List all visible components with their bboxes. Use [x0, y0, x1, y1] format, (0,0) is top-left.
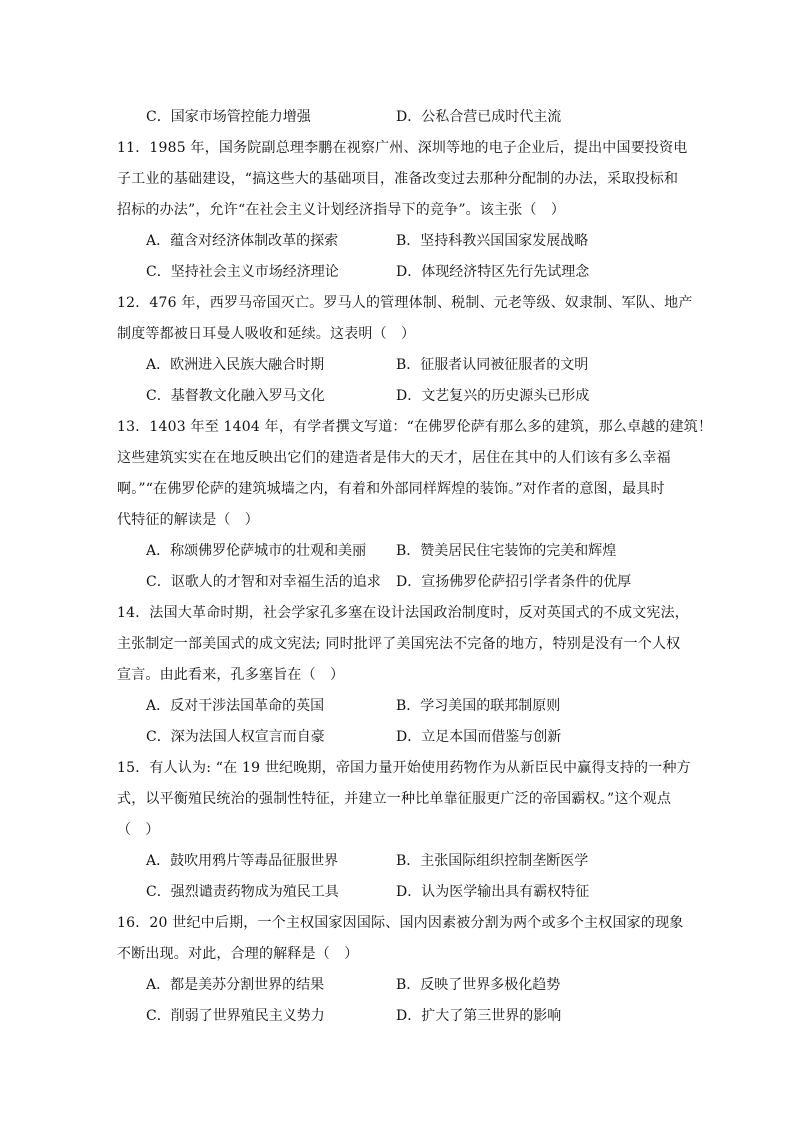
question-14: [117, 598, 690, 753]
option-a: A．反对干涉法国革命的英国: [146, 698, 325, 714]
option-row: [117, 722, 677, 753]
option-a: A．鼓吹用鸦片等毒品征服世界: [146, 853, 339, 869]
option-d: D．公私合营已成时代主流: [396, 109, 562, 125]
option-a: A．蕴含对经济体制改革的探索: [146, 233, 339, 249]
option-d: D．宣扬佛罗伦萨招引学者条件的优厚: [396, 574, 632, 590]
question-text-line: 啊。”“在佛罗伦萨的建筑城墙之内，有着和外部同样辉煌的装饰。”对作者的意图，最具时: [117, 481, 665, 497]
option-row: [117, 1001, 677, 1032]
question-11: [117, 133, 688, 288]
option-b: B．反映了世界多极化趋势: [396, 977, 561, 993]
option-row: [117, 381, 677, 412]
question-text-line: （ ）: [117, 822, 160, 838]
option-b: B．坚持科教兴国国家发展战略: [396, 233, 589, 249]
option-row: [117, 846, 677, 877]
question-text-line: 制度等都被日耳曼人吸收和延续。这表明（ ）: [117, 326, 416, 342]
question-text-line: 这些建筑实实在在地反映出它们的建造者是伟大的天才，居住在其中的人们该有多么幸福: [117, 450, 671, 466]
option-row: [117, 350, 677, 381]
question-text-line: 不断出现。对此，合理的解释是（ ）: [117, 946, 359, 962]
option-b: B．学习美国的联邦制原则: [396, 698, 561, 714]
question-15: [117, 753, 691, 908]
question-text-line: 16．20 世纪中后期，一个主权国家因国际、国内因素被分割为两个或多个主权国家的现象: [117, 915, 684, 931]
option-a: A．欧洲进入民族大融合时期: [146, 357, 325, 373]
option-b: B．主张国际组织控制垄断医学: [396, 853, 589, 869]
option-d: D．文艺复兴的历史源头已形成: [396, 388, 590, 404]
question-16: [117, 908, 684, 1032]
option-row: [117, 691, 677, 722]
option-row: [117, 226, 677, 257]
option-row: [117, 536, 677, 567]
question-text-line: 子工业的基础建设，“搞这些大的基础项目，准备改变过去那种分配制的办法，采取投标和: [117, 171, 679, 187]
option-d: D．立足本国而借鉴与创新: [396, 729, 562, 745]
option-c: C．国家市场管控能力增强: [146, 109, 311, 125]
question-text-line: 14．法国大革命时期，社会学家孔多塞在设计法国政治制度时，反对英国式的不成文宪法，: [117, 605, 690, 621]
question-text-line: 11．1985 年，国务院副总理李鹏在视察广州、深圳等地的电子企业后，提出中国要投资电: [117, 140, 688, 156]
question-text-line: 招标的办法”，允许“在社会主义计划经济指导下的竞争”。该主张（ ）: [117, 202, 566, 218]
question-text-line: 12．476 年，西罗马帝国灭亡。罗马人的管理体制、税制、元老等级、奴隶制、军队、地产: [117, 295, 693, 311]
option-a: A．都是美苏分割世界的结果: [146, 977, 325, 993]
option-b: B．赞美居民住宅装饰的完美和辉煌: [396, 543, 617, 559]
option-d: D．认为医学输出具有霸权特征: [396, 884, 590, 900]
option-c: C．讴歌人的才智和对幸福生活的追求: [146, 574, 381, 590]
question-text-line: 主张制定一部美国式的成文宪法; 同时批评了美国宪法不完备的地方，特别是没有一个人权: [117, 636, 681, 652]
question-text-line: 宣言。由此看来，孔多塞旨在（ ）: [117, 667, 345, 683]
page-content: [117, 102, 713, 1032]
question-13: [117, 412, 713, 598]
question-text-line: 代特征的解读是（ ）: [117, 512, 259, 528]
option-a: A．称颂佛罗伦萨城市的壮观和美丽: [146, 543, 367, 559]
option-row: [117, 102, 677, 133]
question-12: [117, 288, 693, 412]
option-d: D．扩大了第三世界的影响: [396, 1008, 562, 1024]
option-b: B．征服者认同被征服者的文明: [396, 357, 589, 373]
question-text-line: 15．有人认为: “在 19 世纪晚期，帝国力量开始使用药物作为从新臣民中赢得支持的一种方: [117, 760, 691, 776]
question-text-line: 式，以平衡殖民统治的强制性特征，并建立一种比单靠征服更广泛的帝国霸权。”这个观点: [117, 791, 672, 807]
option-c: C．削弱了世界殖民主义势力: [146, 1008, 325, 1024]
option-row: [117, 257, 677, 288]
option-c: C．基督教文化融入罗马文化: [146, 388, 325, 404]
option-row: [117, 877, 677, 908]
option-c: C．坚持社会主义市场经济理论: [146, 264, 339, 280]
option-c: C．深为法国人权宣言而自豪: [146, 729, 325, 745]
option-row: [117, 567, 677, 598]
question-text-line: 13．1403 年至 1404 年，有学者撰文写道：“在佛罗伦萨有那么多的建筑，那么卓越的建筑！: [117, 419, 713, 435]
option-d: D．体现经济特区先行先试理念: [396, 264, 590, 280]
option-c: C．强烈谴责药物成为殖民工具: [146, 884, 339, 900]
option-row: [117, 970, 677, 1001]
